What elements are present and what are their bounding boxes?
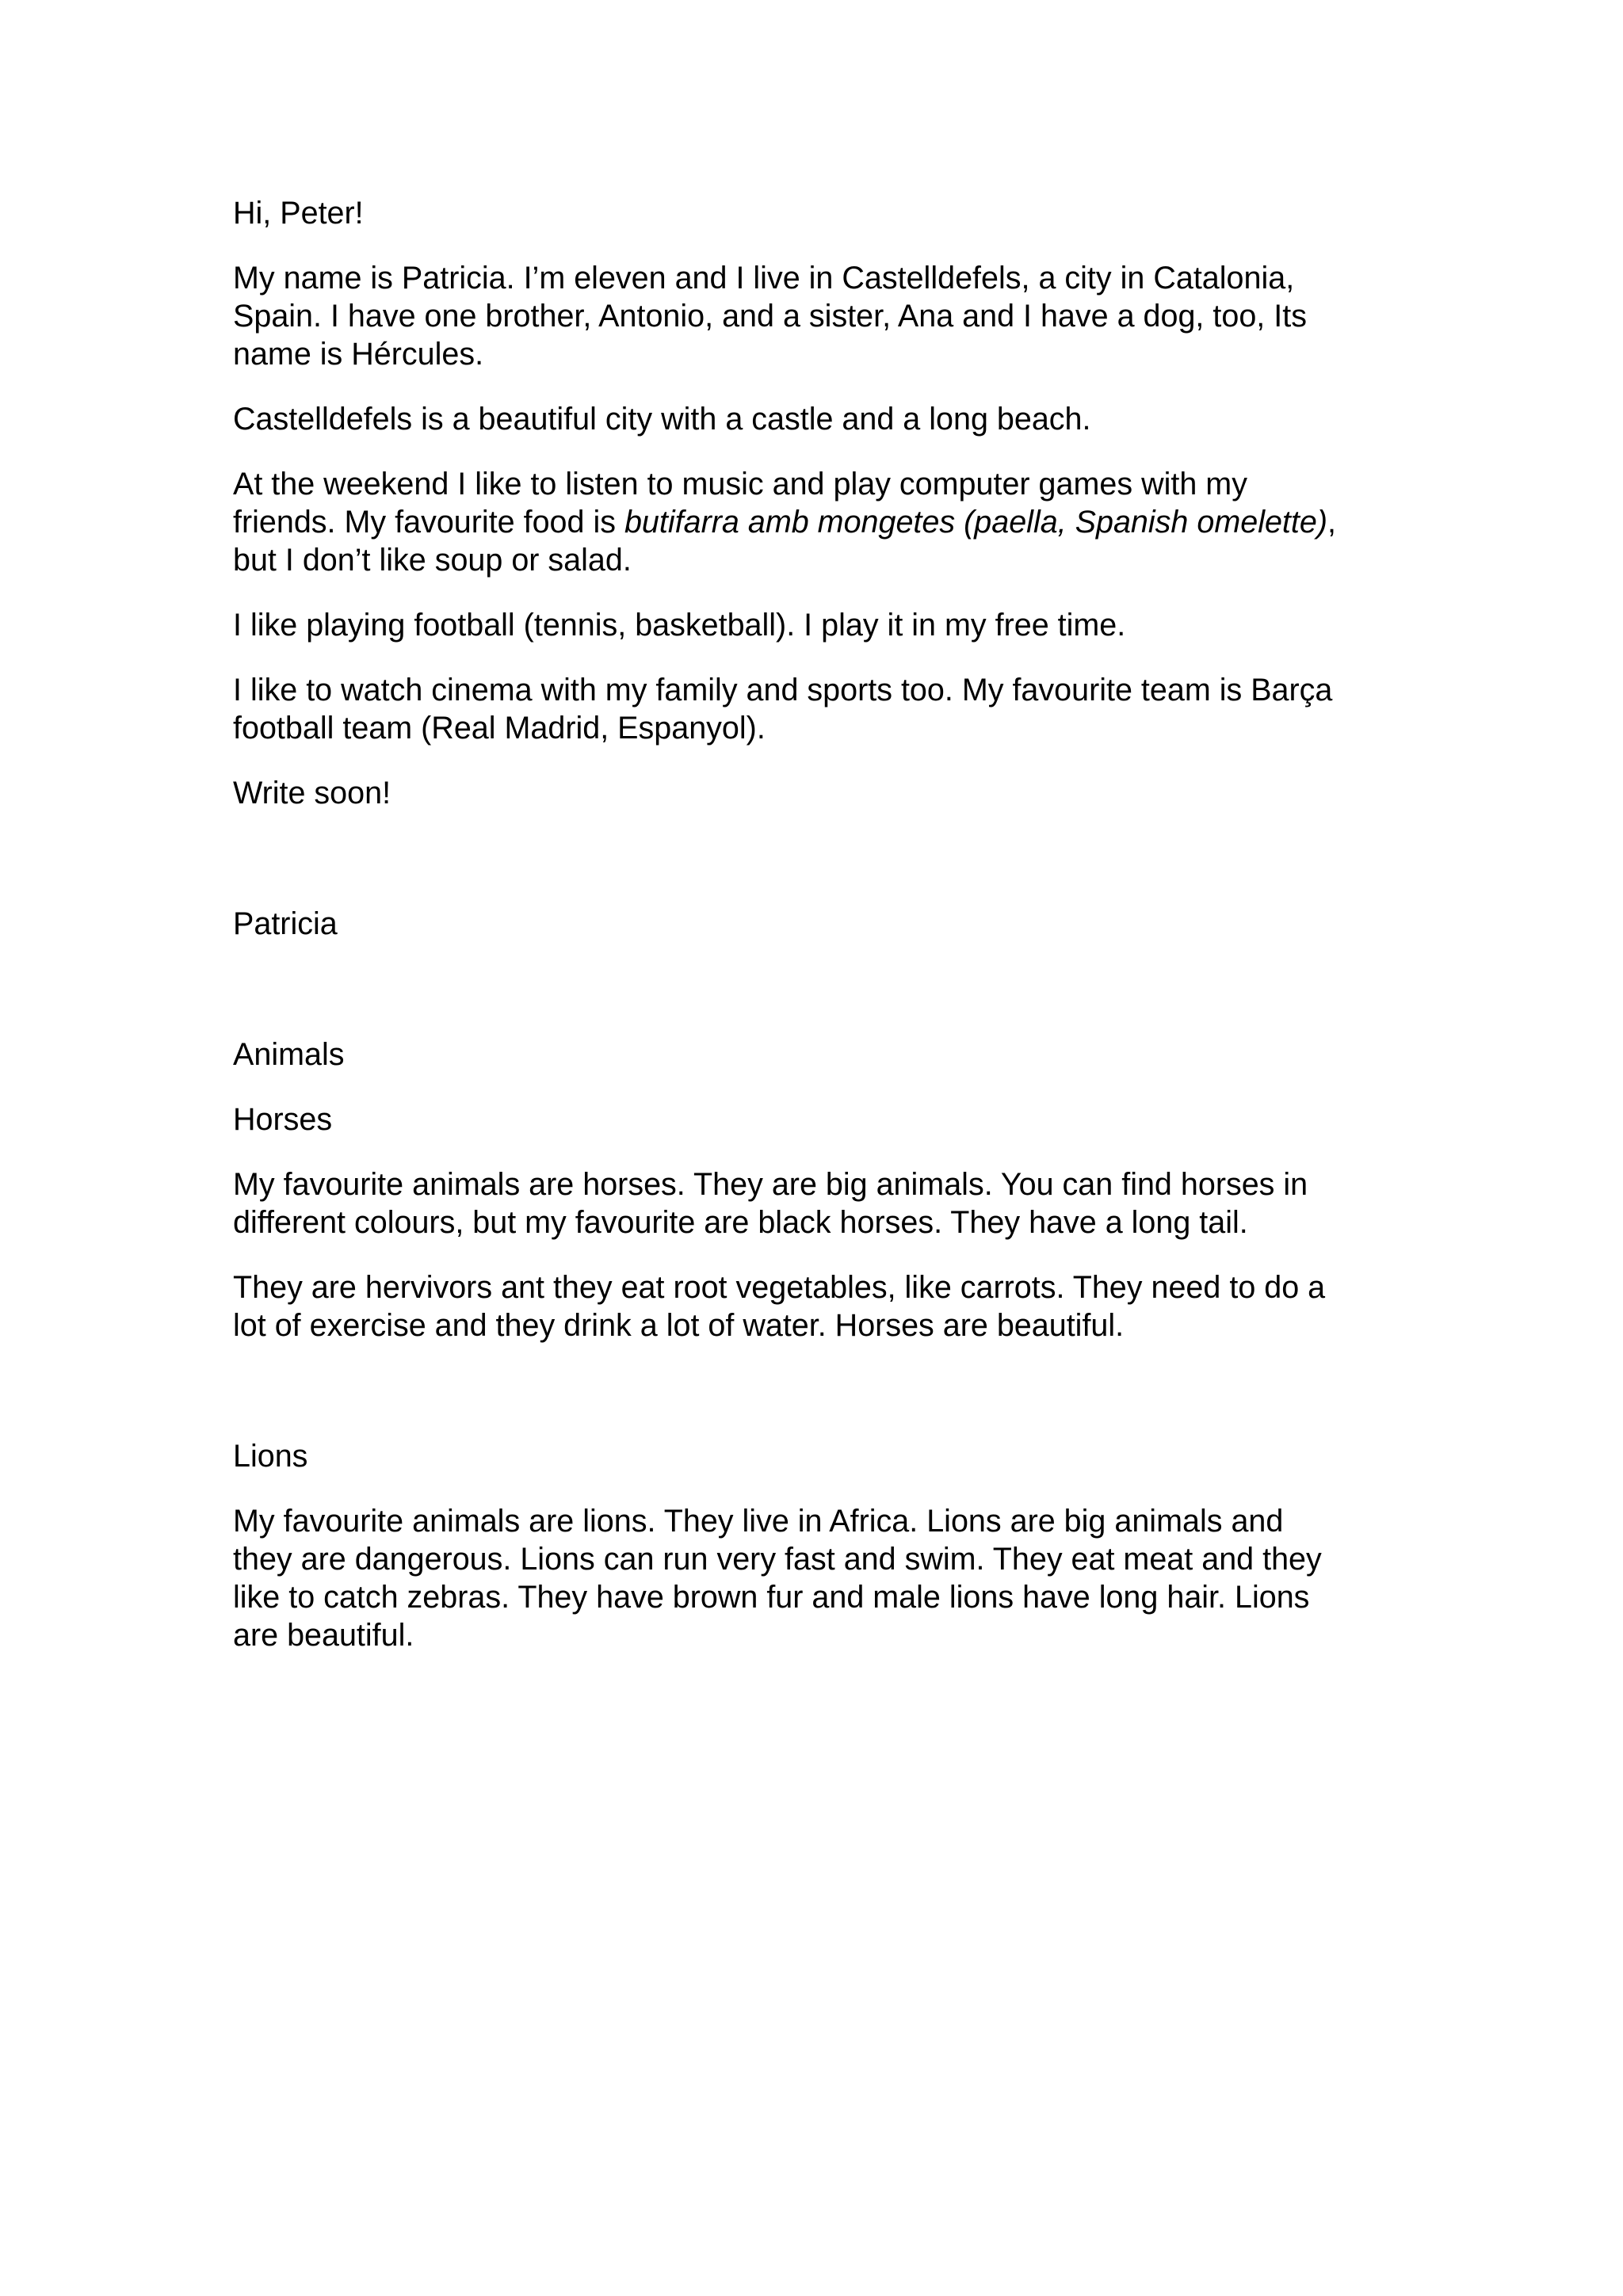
horses-paragraph-1: My favourite animals are horses. They are big animals. You can find horses in different colours, but my favourite are black horses. They have a long tail. xyxy=(233,1167,1308,1240)
animals-heading: Animals xyxy=(233,1037,345,1072)
letter-greeting: Hi, Peter! xyxy=(233,196,364,231)
horses-paragraph-2: They are hervivors ant they eat root vegetables, like carrots. They need to do a lot of exercise and they drink a lot of water. Horses are beautiful. xyxy=(233,1270,1326,1343)
lions-title: Lions xyxy=(233,1439,308,1474)
letter-city-paragraph: Castelldefels is a beautiful city with a castle and a long beach. xyxy=(233,402,1091,437)
letter-weekend-paragraph: At the weekend I like to listen to music and play computer games with my friends. My favourite food is butifarra amb mongetes (paella, Spanish omelette), but I don’t like soup or salad. xyxy=(233,467,1336,578)
horses-title: Horses xyxy=(233,1102,333,1137)
lions-paragraph: My favourite animals are lions. They live in Africa. Lions are big animals and they are dangerous. Lions can run very fast and swim. They eat meat and they like to catch zebras. They have brown fur and male lions have long hair. Lions are beautiful. xyxy=(233,1504,1322,1653)
letter-closing: Write soon! xyxy=(233,776,391,810)
food-italic-text: butifarra amb mongetes (paella, Spanish omelette) xyxy=(624,505,1328,540)
letter-sports-paragraph: I like playing football (tennis, basketball). I play it in my free time. xyxy=(233,608,1126,643)
letter-intro-paragraph: My name is Patricia. I’m eleven and I live in Castelldefels, a city in Catalonia, Spain. I have one brother, Antonio, and a sister, Ana and I have a dog, too, Its name is Hércules. xyxy=(233,261,1307,372)
letter-cinema-paragraph: I like to watch cinema with my family and sports too. My favourite team is Barça football team (Real Madrid, Espanyol). xyxy=(233,673,1333,746)
letter-signature: Patricia xyxy=(233,906,338,941)
